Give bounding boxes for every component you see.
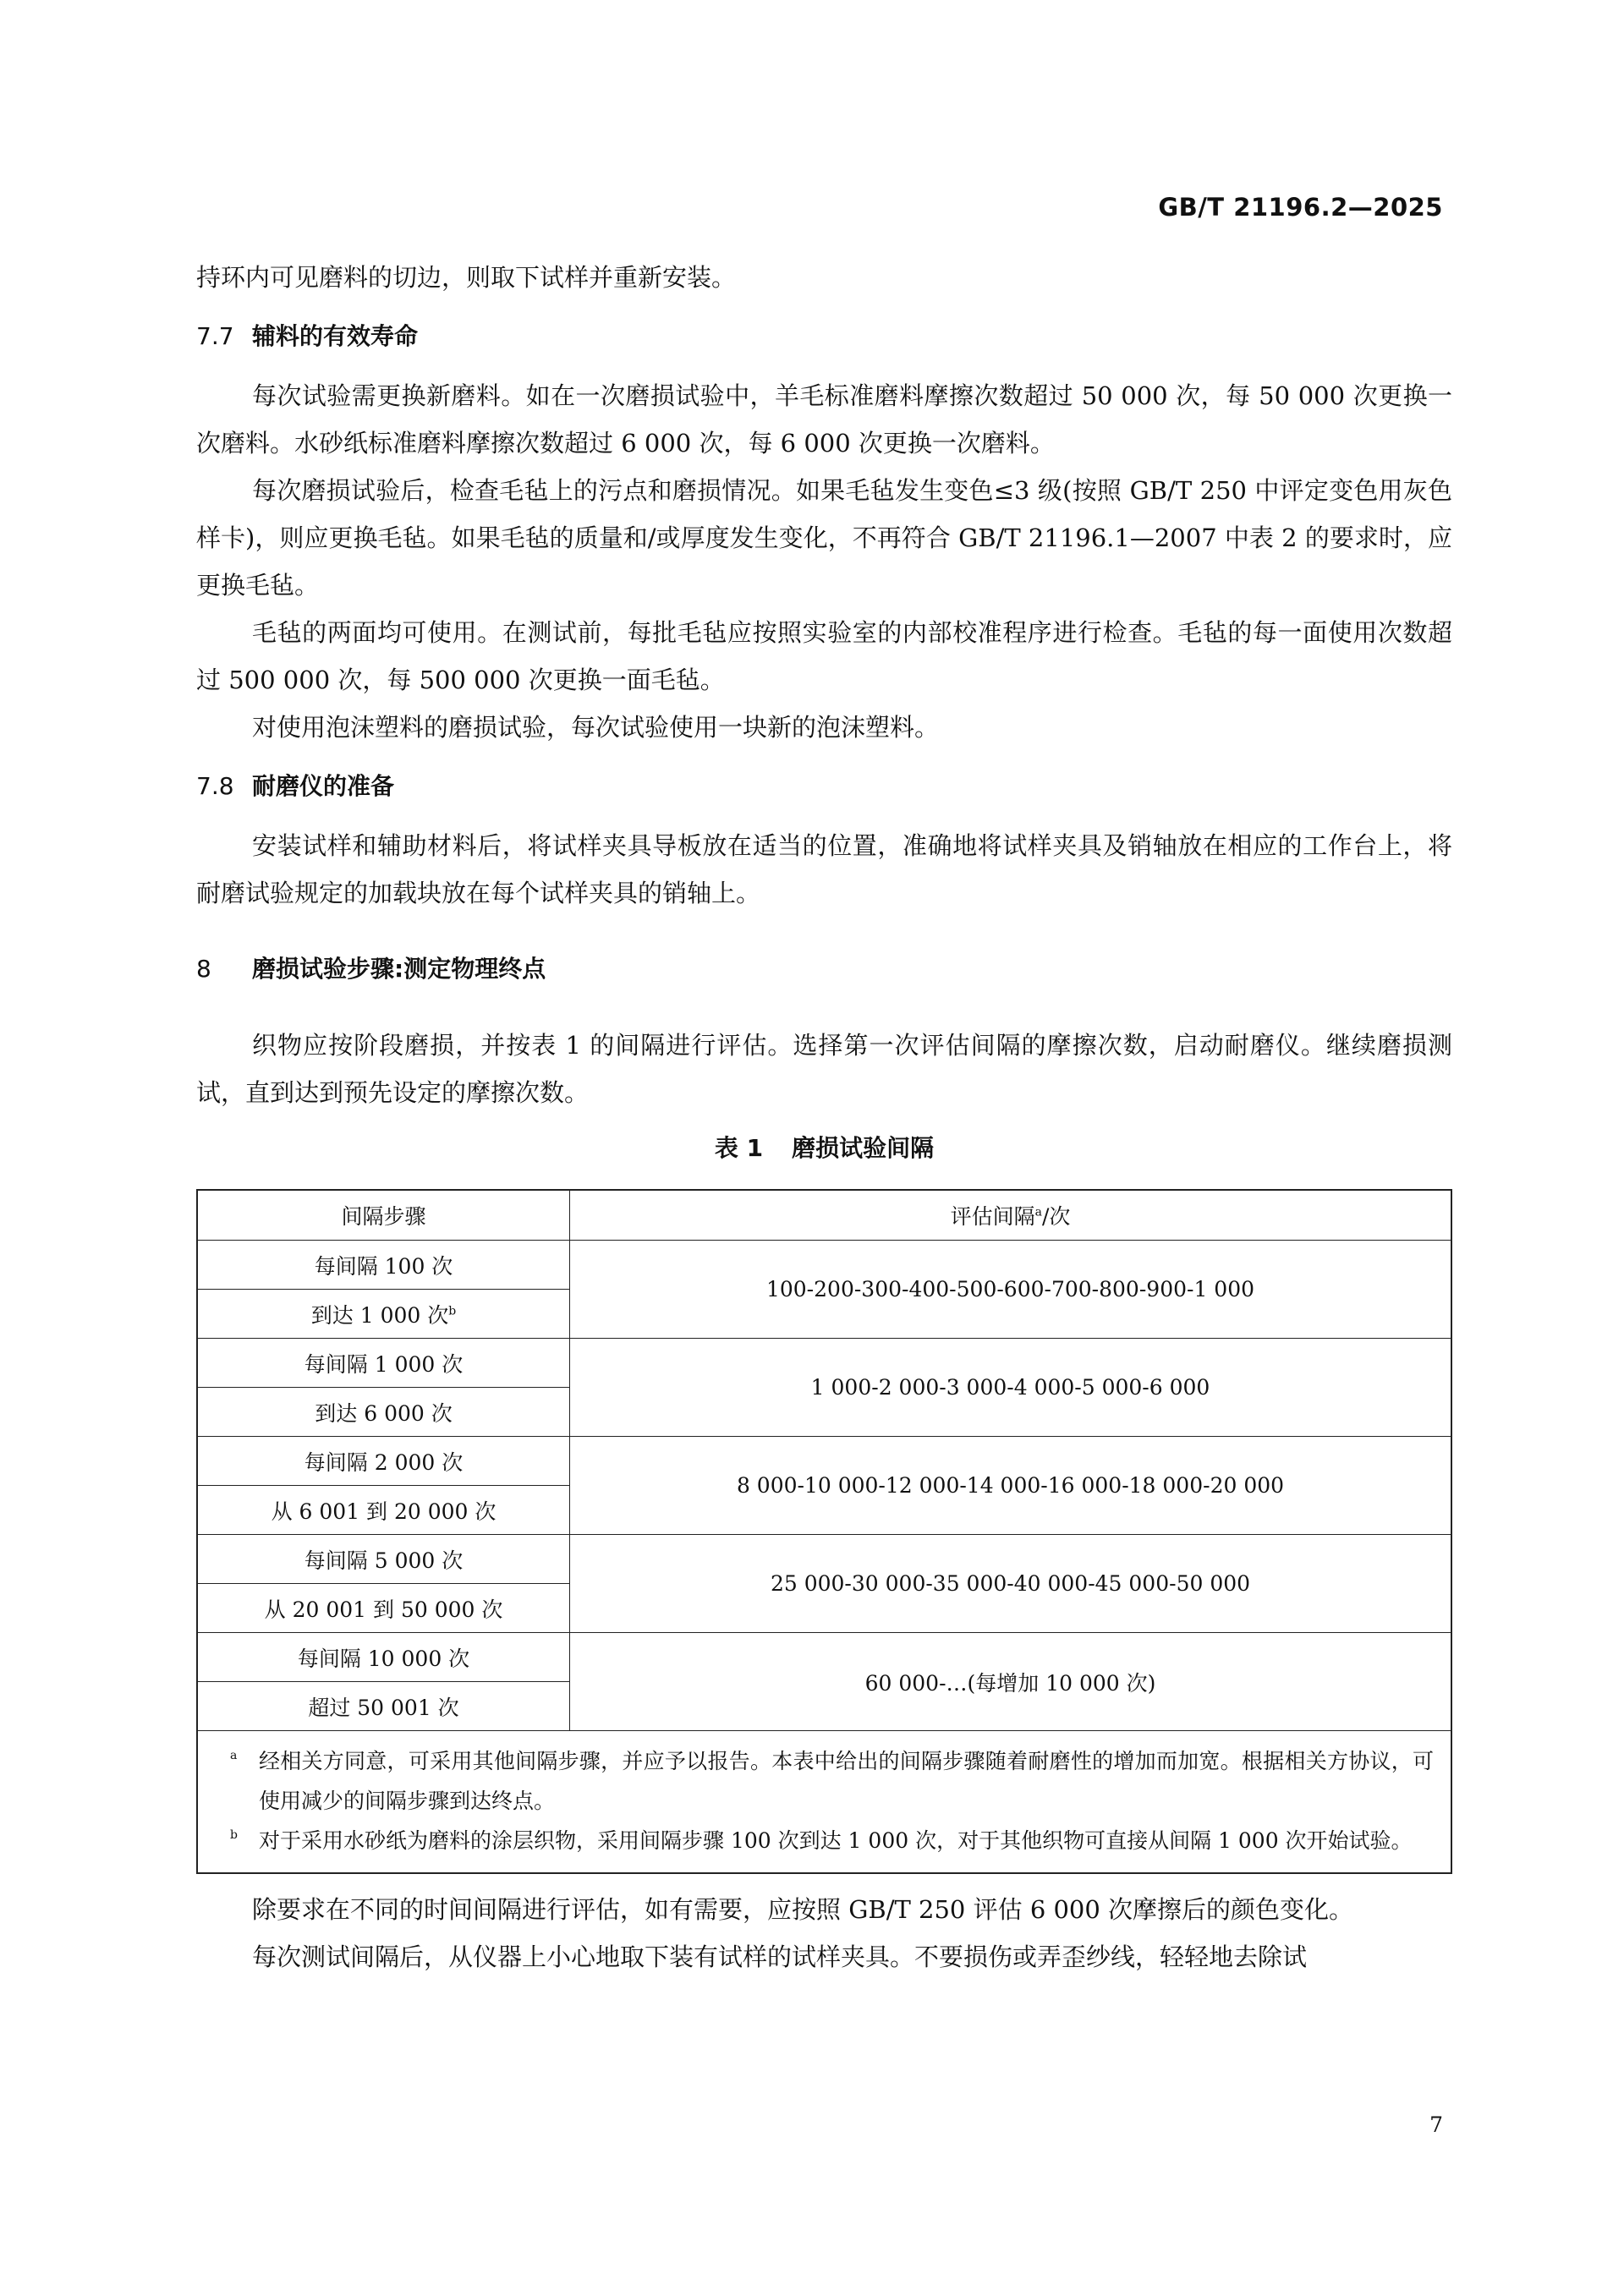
paragraph-continued: 持环内可见磨料的切边，则取下试样并重新安装。 bbox=[196, 263, 737, 292]
table-row bbox=[198, 1339, 1451, 1388]
table-notes bbox=[198, 1731, 1451, 1872]
table-row bbox=[198, 1633, 1451, 1682]
table-note bbox=[230, 1741, 1434, 1821]
step-cell: 从 6 001 到 20 000 次 bbox=[198, 1486, 570, 1535]
note-text: 经相关方同意，可采用其他间隔步骤，并应予以报告。本表中给出的间隔步骤随着耐磨性的增加而加宽。根据相关方协议，可使用减少的间隔步骤到达终点。 bbox=[259, 1749, 1434, 1813]
standard-number: GB/T 21196.2—2025 bbox=[1158, 193, 1443, 222]
paragraph: 织物应按阶段磨损，并按表 1 的间隔进行评估。选择第一次评估间隔的摩擦次数，启动耐磨仪。继续磨损测试，直到达到预先设定的摩擦次数。 bbox=[196, 1031, 1452, 1107]
table-caption bbox=[196, 1125, 1452, 1172]
step-cell: 每间隔 1 000 次 bbox=[198, 1339, 570, 1388]
section-heading-8 bbox=[196, 945, 1452, 993]
interval-cell: 1 000-2 000-3 000-4 000-5 000-6 000 bbox=[570, 1339, 1451, 1437]
header-unit: /次 bbox=[1041, 1204, 1071, 1229]
header-text: 评估间隔 bbox=[950, 1204, 1035, 1229]
step-cell: 每间隔 10 000 次 bbox=[198, 1633, 570, 1682]
table-row bbox=[198, 1535, 1451, 1584]
table-row bbox=[198, 1437, 1451, 1486]
table-header-row bbox=[198, 1191, 1451, 1241]
step-cell: 到达 6 000 次 bbox=[198, 1388, 570, 1437]
interval-cell: 8 000-10 000-12 000-14 000-16 000-18 000-20 000 bbox=[570, 1437, 1451, 1535]
section-title: 磨损试验步骤:测定物理终点 bbox=[252, 955, 546, 983]
header-interval-step: 间隔步骤 bbox=[198, 1191, 570, 1241]
footnote-mark: a bbox=[1034, 1205, 1042, 1219]
note-mark: b bbox=[230, 1828, 238, 1842]
table-row bbox=[198, 1241, 1451, 1290]
note-text: 对于采用水砂纸为磨料的涂层织物，采用间隔步骤 100 次到达 1 000 次，对于其他织物可直接从间隔 1 000 次开始试验。 bbox=[259, 1828, 1413, 1853]
step-cell bbox=[198, 1290, 570, 1339]
interval-cell: 60 000-…(每增加 10 000 次) bbox=[570, 1633, 1451, 1731]
paragraph: 除要求在不同的时间间隔进行评估，如有需要，应按照 GB/T 250 评估 6 000 次摩擦后的颜色变化。 bbox=[252, 1895, 1354, 1924]
paragraph: 安装试样和辅助材料后，将试样夹具导板放在适当的位置，准确地将试样夹具及销轴放在相应的工作台上，将耐磨试验规定的加载块放在每个试样夹具的销轴上。 bbox=[196, 831, 1452, 907]
section-number: 8 bbox=[196, 955, 211, 983]
header-evaluation-interval bbox=[570, 1191, 1451, 1241]
note-mark: a bbox=[230, 1749, 238, 1762]
interval-cell: 25 000-30 000-35 000-40 000-45 000-50 000 bbox=[570, 1535, 1451, 1633]
table-title: 磨损试验间隔 bbox=[792, 1134, 935, 1162]
step-text: 到达 1 000 次 bbox=[310, 1302, 449, 1328]
page-content bbox=[196, 254, 1452, 1981]
step-cell: 从 20 001 到 50 000 次 bbox=[198, 1584, 570, 1633]
section-title: 辅料的有效寿命 bbox=[252, 322, 419, 350]
section-number: 7.8 bbox=[196, 772, 234, 800]
paragraph: 每次测试间隔后，从仪器上小心地取下装有试样的试样夹具。不要损伤或弄歪纱线，轻轻地去除试 bbox=[252, 1943, 1308, 1971]
table-number: 表 1 bbox=[714, 1134, 764, 1162]
interval-cell: 100-200-300-400-500-600-700-800-900-1 000 bbox=[570, 1241, 1451, 1339]
section-heading-7-7 bbox=[196, 313, 1452, 360]
step-cell: 超过 50 001 次 bbox=[198, 1682, 570, 1731]
paragraph: 每次磨损试验后，检查毛毡上的污点和磨损情况。如果毛毡发生变色≤3 级(按照 GB/T 250 中评定变色用灰色样卡)，则应更换毛毡。如果毛毡的质量和/或厚度发生变化，不再符合 GB/T 21196.1—2007 中表 2 的要求时，应更换毛毡。 bbox=[196, 476, 1452, 600]
page-number: 7 bbox=[1429, 2112, 1443, 2137]
paragraph: 每次试验需更换新磨料。如在一次磨损试验中，羊毛标准磨料摩擦次数超过 50 000 次，每 50 000 次更换一次磨料。水砂纸标准磨料摩擦次数超过 6 000 次，每 6 000 次更换一次磨料。 bbox=[196, 381, 1452, 458]
step-cell: 每间隔 5 000 次 bbox=[198, 1535, 570, 1584]
footnote-mark: b bbox=[448, 1304, 457, 1318]
step-cell: 每间隔 100 次 bbox=[198, 1241, 570, 1290]
section-title: 耐磨仪的准备 bbox=[252, 772, 395, 800]
step-cell: 每间隔 2 000 次 bbox=[198, 1437, 570, 1486]
paragraph: 对使用泡沫塑料的磨损试验，每次试验使用一块新的泡沫塑料。 bbox=[252, 713, 940, 742]
section-number: 7.7 bbox=[196, 322, 234, 350]
paragraph: 毛毡的两面均可使用。在测试前，每批毛毡应按照实验室的内部校准程序进行检查。毛毡的每一面使用次数超过 500 000 次，每 500 000 次更换一面毛毡。 bbox=[196, 618, 1452, 694]
section-heading-7-8 bbox=[196, 763, 1452, 810]
table-note bbox=[230, 1821, 1434, 1860]
abrasion-interval-table bbox=[196, 1189, 1452, 1874]
